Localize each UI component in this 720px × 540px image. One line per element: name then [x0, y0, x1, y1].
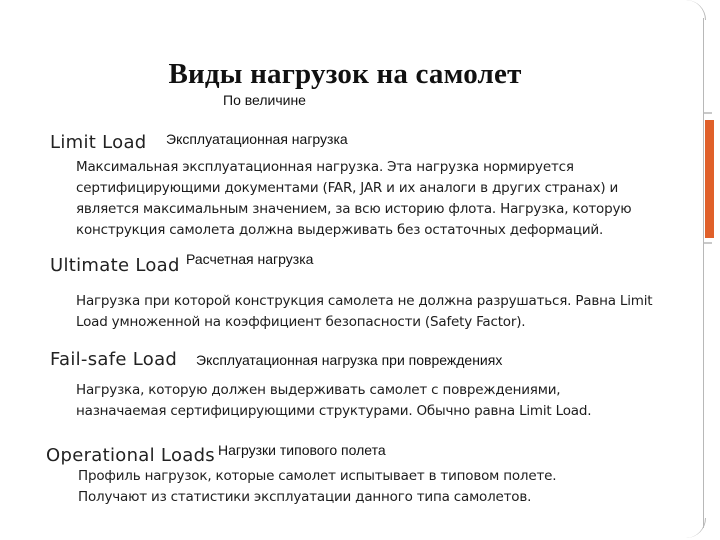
- description-line: Профиль нагрузок, которые самолет испытывает в типовом полете.: [78, 468, 557, 484]
- description-line: назначаемая сертифицирующими структурами. Обычно равна Limit Load.: [76, 403, 592, 419]
- slide-frame-tick: [704, 112, 712, 114]
- ultimate-load-description: [76, 291, 652, 333]
- slide-frame-right-edge: [703, 18, 704, 528]
- term-ultimate-load-ru: Расчетная нагрузка: [186, 251, 314, 267]
- term-operational-loads-ru: Нагрузки типового полета: [218, 442, 386, 458]
- term-ultimate-load: Ultimate Load: [50, 255, 180, 276]
- term-limit-load: Limit Load: [50, 132, 147, 153]
- fail-safe-load-description: [76, 380, 591, 422]
- term-fail-safe-load-ru: Эксплуатационная нагрузка при повреждениях: [196, 352, 503, 368]
- description-line: Максимальная эксплуатационная нагрузка. Эта нагрузка нормируется: [76, 159, 574, 175]
- term-fail-safe-load: Fail-safe Load: [50, 349, 178, 370]
- term-operational-loads: Operational Loads: [46, 445, 215, 466]
- description-line: сертифицирующими документами (FAR, JAR и их аналоги в других странах) и: [76, 180, 619, 196]
- slide-frame-bottom-curve: [686, 518, 706, 538]
- description-line: является максимальным значением, за всю историю флота. Нагрузка, которую: [76, 201, 632, 217]
- description-line: Нагрузка при которой конструкция самолета не должна разрушаться. Равна Limit: [76, 293, 653, 309]
- description-line: Load умноженной на коэффициент безопасности (Safety Factor).: [76, 314, 526, 330]
- limit-load-description: [76, 157, 631, 241]
- operational-loads-description: [78, 466, 556, 508]
- slide-title: Виды нагрузок на самолет: [168, 58, 522, 90]
- slide-subtitle: По величине: [223, 92, 306, 108]
- description-line: Нагрузка, которую должен выдерживать самолет с повреждениями,: [76, 382, 561, 398]
- description-line: Получают из статистики эксплуатации данного типа самолетов.: [78, 489, 532, 505]
- slide-frame-top-curve: [686, 0, 706, 20]
- slide-frame-tick: [704, 242, 712, 244]
- description-line: конструкция самолета должна выдерживать без остаточных деформаций.: [76, 222, 604, 238]
- slide-accent-bar: [705, 120, 714, 238]
- term-limit-load-ru: Эксплуатационная нагрузка: [166, 131, 348, 147]
